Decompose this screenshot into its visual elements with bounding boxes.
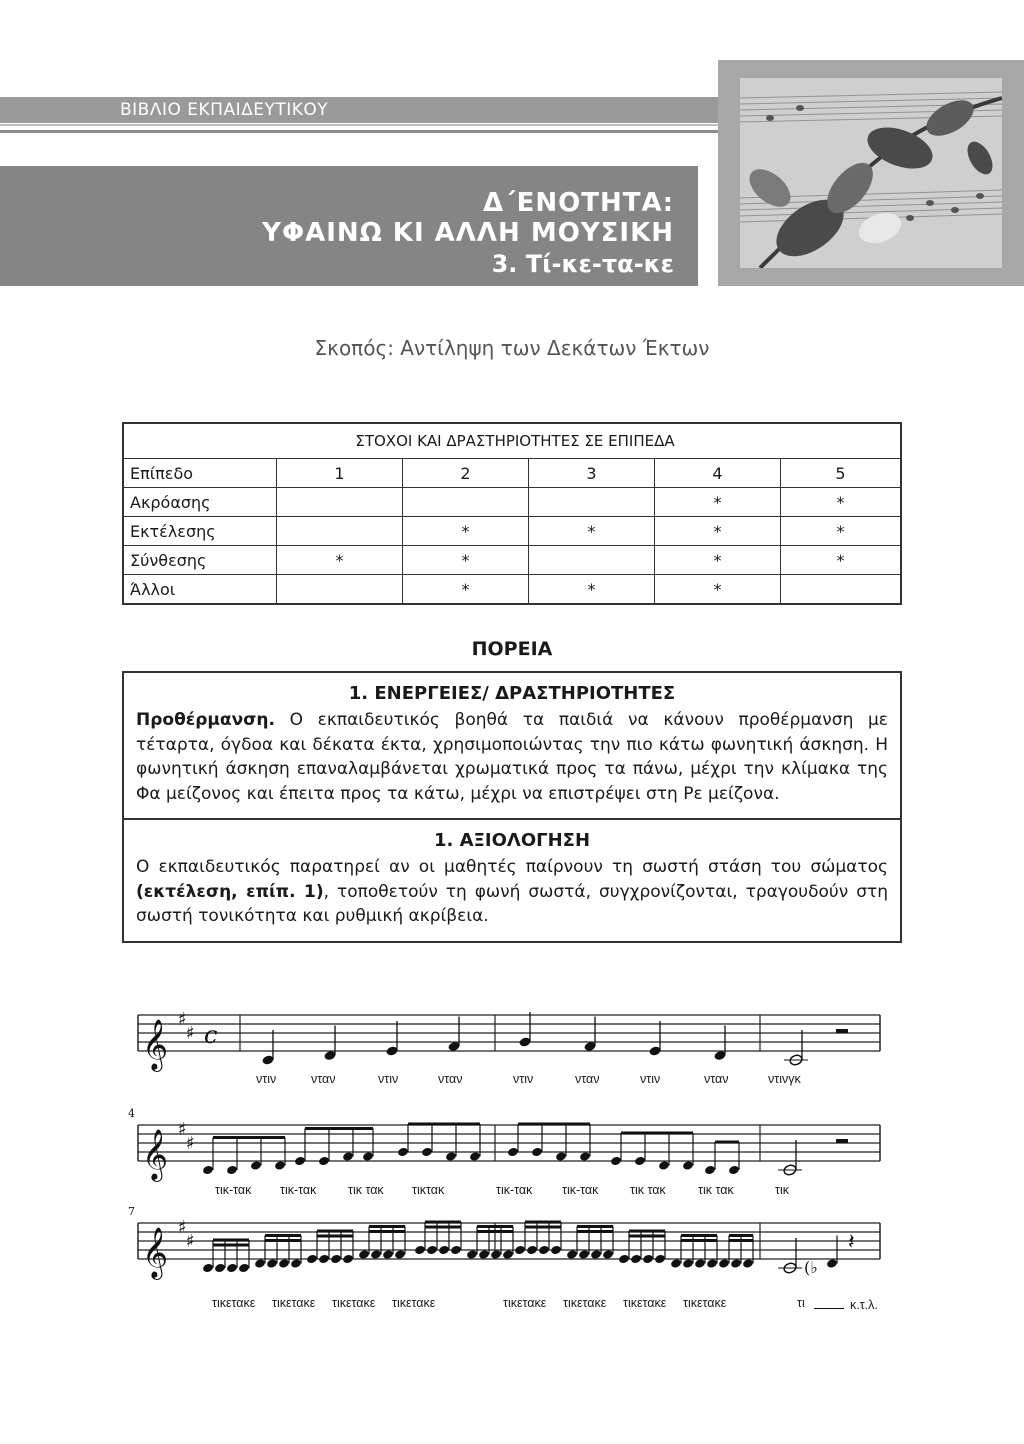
table-cell: [277, 488, 403, 517]
note-head: [531, 1147, 543, 1158]
table-cell: [277, 517, 403, 546]
note-head: [318, 1156, 330, 1167]
table-cell: [529, 546, 655, 575]
activities-box: [122, 671, 902, 943]
note-head: [658, 1160, 670, 1171]
note-head: [214, 1263, 226, 1274]
lyric-syllable: νταν: [704, 1072, 729, 1086]
note-head: [438, 1245, 450, 1256]
treble-clef-icon: 𝄞: [142, 1129, 169, 1180]
lyric-syllable: τικετακε: [623, 1296, 667, 1310]
lyric-syllable: νταν: [575, 1072, 600, 1086]
lyric-syllable: νταν: [311, 1072, 336, 1086]
table-cell: *: [403, 517, 529, 546]
note-head: [507, 1147, 519, 1158]
note-head: [618, 1254, 630, 1265]
column-header: Επίπεδο: [123, 459, 277, 488]
unit-title-block: [0, 166, 698, 286]
music-score: [120, 995, 904, 1315]
note-head: [682, 1160, 694, 1171]
lesson-aim: Σκοπός: Αντίληψη των Δεκάτων Έκτων: [314, 336, 710, 360]
lyric-syllable: τικ: [775, 1183, 789, 1197]
note-head: [290, 1258, 302, 1269]
photo-frame: [718, 60, 1024, 286]
etc-label: κ.τ.λ.: [850, 1298, 878, 1312]
note-head: [278, 1258, 290, 1269]
table-cell: *: [529, 575, 655, 605]
note-head: [414, 1245, 426, 1256]
note-head: [426, 1245, 438, 1256]
row-label: Εκτέλεσης: [123, 517, 277, 546]
column-header: 3: [529, 459, 655, 488]
note-head: [330, 1254, 342, 1265]
unit-label: Δ΄ΕΝΟΤΗΤΑ:: [483, 188, 674, 218]
table-row: [123, 546, 901, 575]
lyric-syllable: ντιν: [513, 1072, 534, 1086]
note-head: [826, 1258, 838, 1269]
table-cell: *: [529, 517, 655, 546]
note-head: [538, 1245, 550, 1256]
lyric-syllable: ντιν: [378, 1072, 399, 1086]
note-head: [578, 1249, 590, 1260]
table-cell: [529, 488, 655, 517]
note-head: [226, 1165, 238, 1176]
note-head: [602, 1249, 614, 1260]
table-cell: *: [781, 488, 902, 517]
note-head: [654, 1254, 666, 1265]
lyric-syllable: τικετακε: [683, 1296, 727, 1310]
row-label: Άλλοι: [123, 575, 277, 605]
note-head: [590, 1249, 602, 1260]
note-head: [566, 1249, 578, 1260]
lyric-syllable: ντιν: [640, 1072, 661, 1086]
note-head: [318, 1254, 330, 1265]
column-header: 5: [781, 459, 902, 488]
assessment-text: [136, 855, 888, 929]
note-head: [469, 1151, 481, 1162]
sharp-icon: ♯: [186, 1231, 195, 1252]
note-head: [202, 1263, 214, 1274]
note-head: [362, 1151, 374, 1162]
lyric-syllable: τικ-τακ: [496, 1183, 533, 1197]
unit-title: ΥΦΑΙΝΩ ΚΙ ΑΛΛΗ ΜΟΥΣΙΚΗ: [262, 218, 674, 248]
activities-text: [136, 708, 888, 806]
table-row: [123, 488, 901, 517]
sharp-icon: ♯: [186, 1023, 195, 1044]
row-label: Ακρόασης: [123, 488, 277, 517]
header-divider: [0, 124, 718, 126]
sharp-icon: ♯: [186, 1133, 195, 1154]
assessment-body: Ο εκπαιδευτικός παρατηρεί αν οι μαθητές παίρνουν τη σωστή στάση του σώματος: [136, 857, 888, 877]
lyric-syllable: τικτακ: [412, 1183, 445, 1197]
table-cell: *: [655, 546, 781, 575]
lyric-syllable: τικετακε: [563, 1296, 607, 1310]
table-row: [123, 517, 901, 546]
book-label: ΒΙΒΛΙΟ ΕΚΠΑΙΔΕΥΤΙΚΟΥ: [120, 100, 329, 120]
lyric-syllable: τικ τακ: [698, 1183, 734, 1197]
note-head: [550, 1245, 562, 1256]
lyric-syllable: τικετακε: [332, 1296, 376, 1310]
table-row: [123, 575, 901, 605]
note-head: [266, 1258, 278, 1269]
assessment-title: 1. ΑΞΙΟΛΟΓΗΣΗ: [433, 830, 591, 851]
table-cell: *: [655, 575, 781, 605]
half-rest: [836, 1029, 848, 1033]
table-cell: [277, 575, 403, 605]
note-head: [728, 1165, 740, 1176]
process-title: ΠΟΡΕΙΑ: [471, 638, 553, 660]
table-cell: *: [781, 517, 902, 546]
row-label: Σύνθεσης: [123, 546, 277, 575]
note-head: [382, 1249, 394, 1260]
note-head: [630, 1254, 642, 1265]
note-head: [502, 1249, 514, 1260]
lyric-syllable: τικ τακ: [630, 1183, 666, 1197]
table-cell: *: [403, 546, 529, 575]
note-head: [730, 1258, 742, 1269]
note-head: [466, 1249, 478, 1260]
table-cell: *: [655, 488, 781, 517]
note-head: [358, 1249, 370, 1260]
lesson-title: 3. Τί-κε-τα-κε: [491, 250, 674, 278]
lyric-syllable: τικετακε: [503, 1296, 547, 1310]
note-head: [634, 1156, 646, 1167]
lyric-syllable: νταν: [438, 1072, 463, 1086]
note-head: [250, 1160, 262, 1171]
lyric-syllable: τικετακε: [392, 1296, 436, 1310]
activities-title: 1. ΕΝΕΡΓΕΙΕΣ/ ΔΡΑΣΤΗΡΙΟΤΗΤΕΣ: [348, 683, 676, 704]
note-head: [490, 1249, 502, 1260]
measure-number: 7: [128, 1205, 135, 1218]
note-head: [642, 1254, 654, 1265]
lyric-syllable: τικ-τακ: [280, 1183, 317, 1197]
note-head: [478, 1249, 490, 1260]
time-signature: c: [204, 1021, 218, 1049]
table-cell: [403, 488, 529, 517]
note-head: [274, 1160, 286, 1171]
sharp-icon: ♯: [178, 1217, 187, 1238]
assessment-bold: (εκτέλεση, επίπ. 1): [136, 881, 324, 902]
note-head: [342, 1151, 354, 1162]
assessment-body-end: , τοποθετούν τη φωνή σωστά, συγχρονίζονται, τραγουδούν στη σωστή τονικότητα και ρυθμική ακρίβεια.: [136, 881, 888, 926]
note-head: [706, 1258, 718, 1269]
assessment-section: [124, 818, 900, 941]
table-header-row: [123, 459, 901, 488]
measure-number: 4: [128, 1107, 135, 1120]
lyric-syllable: τικετακε: [272, 1296, 316, 1310]
goals-table: [122, 422, 902, 605]
note-head: [579, 1151, 591, 1162]
column-header: 1: [277, 459, 403, 488]
quarter-rest: 𝄽: [848, 1230, 855, 1255]
lyric-syllable: τικ-τακ: [215, 1183, 252, 1197]
note-head: [450, 1245, 462, 1256]
lyric-syllable: ντινγκ: [768, 1072, 801, 1086]
extension-line: [814, 1308, 844, 1309]
note-head: [514, 1245, 526, 1256]
note-head: [742, 1258, 754, 1269]
note-head: [670, 1258, 682, 1269]
note-head: [254, 1258, 266, 1269]
header-divider: [0, 130, 718, 133]
lyric-syllable: ντιν: [256, 1072, 277, 1086]
score-notation: [120, 995, 904, 1315]
lyric-syllable: τικ τακ: [348, 1183, 384, 1197]
half-rest: [836, 1139, 848, 1143]
note-head: [202, 1165, 214, 1176]
note-head: [718, 1258, 730, 1269]
table-cell: *: [277, 546, 403, 575]
note-head: [445, 1151, 457, 1162]
column-header: 4: [655, 459, 781, 488]
note-head: [226, 1263, 238, 1274]
note-head: [238, 1263, 250, 1274]
sheet-music-photo: [740, 78, 1002, 268]
note-head: [306, 1254, 318, 1265]
note-head: [370, 1249, 382, 1260]
note-head: [421, 1147, 433, 1158]
table-cell: *: [403, 575, 529, 605]
table-cell: *: [781, 546, 902, 575]
note-head: [555, 1151, 567, 1162]
activities-body: Ο εκπαιδευτικός βοηθά τα παιδιά να κάνουν προθέρμανση με τέταρτα, όγδοα και δέκατα έκτα, χρησιμοποιώντας την πιο κάτω φωνητική άσκηση. Η φωνητική άσκηση επαναλαμβάνεται χρωματικά προς τα πάνω, μέχρι την κλίμακα της Φα μείζονος και έπειτα προς τα κάτω, μέχρι να επιστρέψει στη Ρε μείζονα.: [136, 710, 888, 804]
note-head: [294, 1156, 306, 1167]
sharp-icon: ♯: [178, 1009, 187, 1030]
table-cell: [781, 575, 902, 605]
note-head: [682, 1258, 694, 1269]
sharp-icon: ♯: [178, 1119, 187, 1140]
activities-lead: Προθέρμανση.: [136, 710, 275, 730]
activities-section: [124, 673, 900, 818]
treble-clef-icon: 𝄞: [142, 1227, 169, 1278]
lyric-syllable: τικ-τακ: [562, 1183, 599, 1197]
flat-accidental: (♭: [804, 1258, 818, 1277]
note-head: [342, 1254, 354, 1265]
column-header: 2: [403, 459, 529, 488]
note-head: [394, 1249, 406, 1260]
goals-table-title: ΣΤΟΧΟΙ ΚΑΙ ΔΡΑΣΤΗΡΙΟΤΗΤΕΣ ΣΕ ΕΠΙΠΕΔΑ: [123, 423, 901, 459]
lyric-syllable: τικετακε: [212, 1296, 256, 1310]
note-head: [526, 1245, 538, 1256]
header-band: [0, 97, 718, 123]
note-head: [694, 1258, 706, 1269]
table-cell: *: [655, 517, 781, 546]
lyric-syllable: τι: [797, 1296, 805, 1310]
treble-clef-icon: 𝄞: [142, 1019, 169, 1070]
note-head: [704, 1165, 716, 1176]
note-head: [610, 1156, 622, 1167]
note-head: [397, 1147, 409, 1158]
